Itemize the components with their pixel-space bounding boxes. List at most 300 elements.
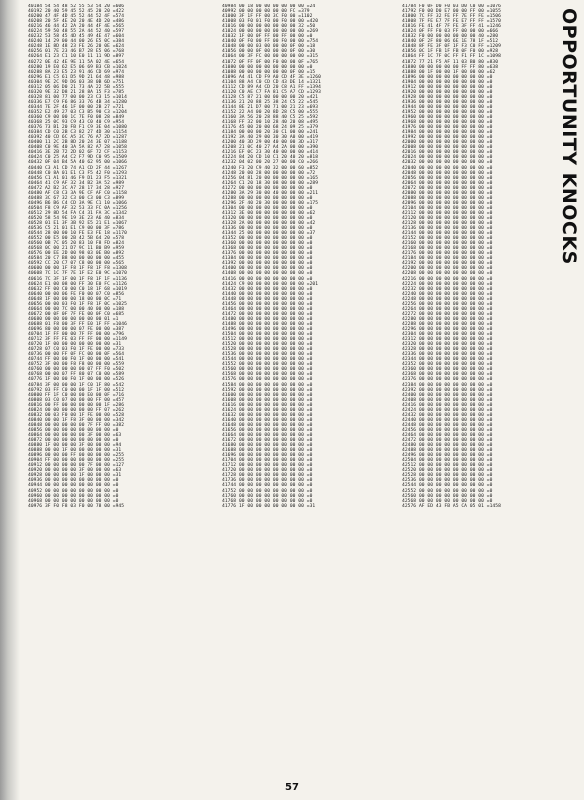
- listing-line: 41304 00 00 00 00 00 00 00 00 =0: [222, 205, 313, 211]
- listing-line: 41808 7F FE E7 7F FE E7 FF FF =1570: [402, 19, 501, 25]
- listing-line: 41600 00 00 00 00 00 00 00 00 =0: [222, 392, 313, 398]
- listing-line: 41632 00 00 00 00 00 00 00 00 =0: [222, 412, 313, 418]
- listing-line: 40248 1E 8D 48 23 FE 26 20 0E =624: [28, 44, 125, 50]
- listing-line: 40920 00 00 00 00 3F 00 00 00 =63: [28, 468, 122, 474]
- listing-line: 40752 3F 00 00 F8 F8 00 00 00 =559: [28, 362, 125, 368]
- listing-line: 42256 00 00 00 00 00 00 00 00 =0: [402, 301, 493, 307]
- listing-line: 41984 00 00 00 00 00 00 00 00 =0: [402, 130, 493, 136]
- listing-line: 40656 00 00 03 F0 1F F8 1F 0C =1025: [28, 301, 127, 307]
- listing-line: 41072 0F FF 0F 00 F0 00 00 0F =765: [222, 59, 319, 65]
- listing-line: 41064 00 3F FC 00 00 00 00 00 =315: [222, 54, 319, 60]
- hex-listing-column-3: [402, 4, 558, 778]
- listing-line: 41656 00 00 00 00 00 00 00 00 =0: [222, 427, 313, 433]
- listing-line: 40448 C0 8A 01 E1 C3 F5 42 F0 =1293: [28, 170, 127, 176]
- listing-line: 40880 1F 00 00 00 3F 00 00 00 =94: [28, 443, 122, 449]
- listing-line: 41424 C9 00 00 00 00 00 00 00 =201: [222, 281, 319, 287]
- listing-line: 42480 00 00 00 00 00 00 00 00 =0: [402, 443, 493, 449]
- listing-line: 40296 E1 C5 61 D5 9D 21 64 48 =988: [28, 74, 125, 80]
- listing-line: 41088 00 00 00 00 00 00 0F 00 =15: [222, 69, 316, 75]
- listing-line: 42464 00 00 00 00 00 00 00 00 =0: [402, 432, 493, 438]
- listing-line: 40872 00 00 00 00 00 00 00 00 =0: [28, 438, 119, 444]
- listing-line: 42408 00 00 00 00 00 00 00 00 =0: [402, 397, 493, 403]
- listing-line: 41320 00 00 00 00 00 00 00 00 =0: [222, 215, 313, 221]
- listing-line: 41080 00 00 00 00 00 00 00 00 =0: [222, 64, 313, 70]
- listing-line: 42088 00 00 00 00 00 00 00 00 =0: [402, 195, 493, 201]
- listing-line: 40280 19 E0 62 E5 06 69 B3 CB =1024: [28, 64, 127, 70]
- listing-line: 41448 00 00 00 00 00 00 00 00 =0: [222, 296, 313, 302]
- listing-line: 40648 1F 00 00 00 18 00 00 0C =71: [28, 296, 122, 302]
- listing-line: 40560 0B 7C 05 20 83 10 F8 FD =824: [28, 241, 125, 247]
- listing-line: 41816 FE 41 4F 7F FE 3F FF 41 =1246: [402, 24, 501, 30]
- listing-line: 40320 9E 32 D8 21 28 8A 15 F3 =785: [28, 89, 125, 95]
- listing-line: 41824 0F FF F0 03 FF 00 00 00 =666: [402, 29, 499, 35]
- listing-line: 41104 88 A4 C0 CD CD 43 DE 14 =1321: [222, 79, 321, 85]
- listing-line: 40784 3F 00 00 00 1F C0 1F 80 =542: [28, 382, 125, 388]
- listing-line: 42240 00 00 00 00 00 00 00 00 =0: [402, 291, 493, 297]
- listing-line: 41336 00 00 00 00 00 00 00 00 =0: [222, 226, 313, 232]
- listing-line: 40360 C9 00 00 1C 7E F0 08 28 =849: [28, 115, 125, 121]
- listing-line: 40936 00 00 00 00 00 00 00 00 =0: [28, 478, 119, 484]
- listing-line: 41952 00 00 00 00 00 00 00 00 =0: [402, 109, 493, 115]
- listing-line: 41720 00 00 00 00 00 00 00 00 =0: [222, 468, 313, 474]
- listing-line: 42336 00 00 00 00 00 00 00 00 =0: [402, 352, 493, 358]
- listing-line: 40944 00 00 00 00 00 00 00 00 =0: [28, 483, 119, 489]
- listing-line: 42048 00 00 00 00 00 00 00 00 =0: [402, 170, 493, 176]
- listing-line: 41512 00 00 00 00 00 00 00 00 =0: [222, 337, 313, 343]
- listing-line: 40528 01 E1 3F 3B 92 E5 21 E1 =1067: [28, 221, 127, 227]
- listing-line: 41032 1F 00 0F FF 00 FF 00 00 =0: [222, 34, 313, 40]
- listing-line: 40984 00 18 00 00 00 00 00 00 =24: [222, 4, 316, 9]
- listing-line: 41968 00 00 00 00 00 00 00 00 =0: [402, 120, 493, 126]
- listing-line: 41480 00 00 00 00 00 00 00 00 =0: [222, 316, 313, 322]
- listing-line: 40224 59 50 48 55 2A 44 52 40 =597: [28, 29, 125, 35]
- running-title-text: OPPORTUNITY KNOCKS: [558, 8, 580, 265]
- listing-line: 41384 00 00 00 00 00 00 00 00 =0: [222, 256, 313, 262]
- listing-line: 41288 00 00 00 00 00 00 00 00 =0: [222, 195, 313, 201]
- listing-line: 41536 00 00 00 00 00 00 00 00 =0: [222, 352, 313, 358]
- listing-line: 40608 7C 1C 7F 7E 1F E2 E0 9C =1070: [28, 271, 127, 277]
- listing-line: 42264 00 00 00 00 00 00 00 00 =0: [402, 306, 493, 312]
- listing-line: 41184 00 00 00 20 30 C1 00 00 =241: [222, 130, 319, 136]
- listing-line: 41392 00 00 00 00 00 00 00 00 =0: [222, 261, 313, 267]
- listing-line: 41992 00 00 00 00 00 00 00 00 =0: [402, 135, 493, 141]
- listing-line: 41128 C5 87 21 00 00 00 00 20 =421: [222, 94, 319, 100]
- listing-line: 41368 00 00 00 00 00 00 00 00 =0: [222, 246, 313, 252]
- listing-line: 40192 20 40 59 45 52 45 20 20 =422: [28, 9, 125, 15]
- listing-line: 40400 11 2C 2B 8D 20 24 3E 07 =1188: [28, 140, 127, 146]
- listing-line: 42000 00 00 00 00 00 00 00 00 =0: [402, 140, 493, 146]
- listing-line: 41528 00 00 00 00 00 00 00 00 =0: [222, 347, 313, 353]
- listing-line: 40776 1F 00 00 F0 1F 00 00 00 =526: [28, 377, 125, 383]
- listing-line: 40696 80 00 00 00 07 FE 00 00 =387: [28, 327, 125, 332]
- listing-line: 40832 00 03 F0 00 1F FE 00 00 =528: [28, 412, 125, 418]
- listing-line: 41360 00 00 00 00 00 00 00 00 =0: [222, 241, 313, 247]
- listing-line: 40304 9E 2C 9D D6 03 38 0B 6D =751: [28, 79, 125, 85]
- listing-line: 40472 A2 B2 3C A7 28 17 34 28 =927: [28, 185, 125, 191]
- listing-line: 42136 00 00 00 00 00 00 00 00 =0: [402, 226, 493, 232]
- listing-line: 41664 00 00 00 00 00 00 00 00 =0: [222, 432, 313, 438]
- listing-line: 41648 00 00 00 00 00 00 00 00 =0: [222, 422, 313, 428]
- listing-line: 41832 F0 00 00 00 00 00 00 40 =280: [402, 34, 499, 40]
- listing-line: 42456 00 00 00 00 00 00 00 00 =0: [402, 427, 493, 433]
- running-title: [558, 8, 580, 308]
- listing-line: 42400 00 00 00 00 00 00 00 00 =0: [402, 392, 493, 398]
- listing-line: 42392 00 00 00 00 00 00 00 00 =0: [402, 387, 493, 393]
- listing-line: 42056 00 00 00 00 00 00 00 00 =0: [402, 175, 493, 181]
- listing-line: 41944 00 00 00 00 00 00 00 00 =0: [402, 104, 493, 110]
- listing-line: 41312 3E 00 00 00 00 00 00 00 =62: [222, 210, 316, 216]
- listing-line: 40200 47 4F 4D 45 52 44 52 4F =574: [28, 14, 125, 20]
- listing-line: 40840 00 00 1F F8 3F 00 00 00 =342: [28, 417, 125, 423]
- listing-line: 40856 00 00 00 00 00 00 00 00 =0: [28, 427, 119, 433]
- listing-line: 41592 00 00 00 00 00 00 00 00 =0: [222, 387, 313, 393]
- listing-line: 41496 00 00 00 00 00 00 00 00 =0: [222, 327, 313, 332]
- listing-line: 42376 00 00 00 00 00 00 00 00 =0: [402, 377, 493, 383]
- listing-line: 42496 00 00 00 00 00 00 00 00 =0: [402, 453, 493, 459]
- listing-line: 40824 00 00 00 00 00 00 FF 07 =262: [28, 407, 125, 413]
- page-number: 57: [285, 782, 299, 793]
- listing-line: 41024 00 00 00 00 00 00 00 00 =269: [222, 29, 319, 35]
- listing-line: 42512 00 00 00 00 00 00 00 00 =0: [402, 463, 493, 469]
- listing-line: 41768 00 00 00 00 00 00 00 00 =0: [222, 498, 313, 504]
- listing-line: 42184 00 00 00 00 00 00 00 00 =0: [402, 256, 493, 262]
- listing-line: 40904 FF 00 00 00 00 00 00 00 =255: [28, 458, 125, 464]
- listing-line: 41712 00 00 00 00 00 00 00 00 =0: [222, 463, 313, 469]
- listing-line: 40240 14 29 00 44 00 26 E5 0C =384: [28, 39, 125, 45]
- listing-line: 40760 00 00 00 00 00 07 FF F0 =502: [28, 367, 125, 373]
- listing-line: 40440 C3 A1 CD 74 A1 CD 2F 44 =1267: [28, 165, 127, 171]
- listing-line: 40680 00 00 00 00 00 00 00 01 =1: [28, 316, 119, 322]
- listing-line: 42296 00 00 00 00 00 00 00 00 =0: [402, 327, 493, 332]
- listing-line: 40576 00 EE 2D 00 98 03 0E B0 =892: [28, 251, 125, 257]
- listing-line: 41576 00 00 00 00 00 00 00 00 =0: [222, 377, 313, 383]
- listing-line: 40464 41 C9 AF 32 34 B2 3A 52 =989: [28, 180, 125, 186]
- listing-line: 40720 1F 00 00 00 00 00 00 00 =31: [28, 342, 122, 348]
- listing-line: 40512 29 8D 54 FA C4 31 FA 3C =1342: [28, 210, 127, 216]
- listing-line: 40952 00 00 00 00 00 00 00 00 =0: [28, 488, 119, 494]
- listing-line: 40672 00 0F 0F 7F FE 00 0F C0 =685: [28, 311, 125, 317]
- listing-line: 42152 00 00 00 00 00 00 00 00 =0: [402, 236, 493, 242]
- listing-line: 41200 40 3D 29 00 40 00 00 3D =317: [222, 140, 319, 146]
- listing-line: 42440 00 00 00 00 00 00 00 00 =0: [402, 417, 493, 423]
- listing-line: 41192 3A 40 29 00 30 30 A0 00 =419: [222, 135, 319, 141]
- listing-line: 41928 00 00 00 00 00 00 00 00 =0: [402, 94, 493, 100]
- listing-line: 41112 CD 89 A4 CD 20 C8 A1 FF =1394: [222, 84, 321, 90]
- listing-line: 41472 00 00 00 00 00 00 00 00 =0: [222, 311, 313, 317]
- listing-line: 41680 00 00 00 00 00 00 00 00 =0: [222, 443, 313, 449]
- listing-line: 42568 00 00 00 00 00 00 00 00 =0: [402, 498, 493, 504]
- listing-line: 40288 8A 23 E5 23 91 46 CD 69 =974: [28, 69, 125, 75]
- listing-line: 41560 00 00 00 00 00 00 00 00 =0: [222, 367, 313, 373]
- listing-line: 42312 00 00 00 00 00 00 00 00 =0: [402, 337, 493, 343]
- listing-line: 41784 F0 0F D0 F0 03 D0 C0 00 =1076: [402, 4, 501, 9]
- listing-line: 41488 00 00 00 00 00 00 00 00 =0: [222, 321, 313, 327]
- listing-line: 41440 00 00 00 00 00 00 00 00 =0: [222, 291, 313, 297]
- listing-line: 40376 73 B1 20 FB F1 C9 3E 04 =1080: [28, 125, 127, 131]
- listing-line: 40744 FF 00 00 F0 1F 00 00 00 =541: [28, 357, 125, 363]
- listing-line: 41736 00 00 00 00 00 00 00 00 =0: [222, 478, 313, 484]
- listing-line: 41008 03 F0 01 F0 00 F0 00 00 =420: [222, 19, 319, 25]
- listing-line: 40896 00 00 00 FF 00 00 00 00 =255: [28, 453, 125, 459]
- listing-line: 40728 07 C0 03 F0 1F FE 00 00 =733: [28, 347, 125, 353]
- listing-line: 40272 0E 42 4E 9E 11 5A 02 4E =654: [28, 59, 125, 65]
- listing-line: 40888 00 00 1F 00 00 00 00 00 =31: [28, 448, 122, 454]
- listing-line: 41776 1F 00 00 00 00 00 00 00 =31: [222, 503, 316, 509]
- listing-line: 40368 25 0C 93 C9 43 C0 40 C9 =954: [28, 120, 125, 126]
- listing-line: 40456 C1 A1 01 46 F9 D1 23 F5 =1321: [28, 175, 127, 181]
- listing-line: 42160 00 00 00 00 00 00 00 00 =0: [402, 241, 493, 247]
- listing-line: 42552 00 00 00 00 00 00 00 00 =0: [402, 488, 493, 494]
- listing-line: 40408 C0 9E 40 3A 5A 82 A7 28 =1058: [28, 145, 127, 151]
- listing-line: 41624 00 00 00 00 00 00 00 00 =0: [222, 407, 313, 413]
- listing-line: 40384 CD C0 2B C3 82 27 4D 30 =1154: [28, 130, 127, 136]
- listing-line: 42416 00 00 00 00 00 00 00 00 =0: [402, 402, 493, 408]
- listing-line: 41552 00 00 00 00 00 00 00 00 =0: [222, 362, 313, 368]
- listing-line: 40736 00 00 FF 0F FC 00 00 0F =564: [28, 352, 125, 358]
- listing-line: 42304 00 00 00 00 00 00 00 00 =0: [402, 332, 493, 338]
- listing-line: 42488 00 00 00 00 00 00 00 00 =0: [402, 448, 493, 454]
- listing-line: 41936 00 00 00 00 00 00 00 00 =0: [402, 99, 493, 105]
- listing-line: 41608 00 00 00 00 00 00 00 00 =0: [222, 397, 313, 403]
- listing-line: 42472 00 00 00 00 00 00 00 00 =0: [402, 438, 493, 444]
- listing-line: 41464 00 00 00 00 00 00 00 00 =0: [222, 306, 313, 312]
- listing-line: 42368 00 00 00 00 00 00 00 00 =0: [402, 372, 493, 378]
- listing-line: 42320 00 00 00 00 00 00 00 00 =0: [402, 342, 493, 348]
- listing-line: 41344 25 00 00 00 00 00 00 00 =37: [222, 231, 316, 237]
- listing-line: 41296 2F 40 20 30 00 00 00 00 =175: [222, 200, 319, 206]
- listing-line: 40328 81 00 77 00 00 23 C3 15 =1014: [28, 94, 127, 100]
- listing-line: 42504 00 00 00 00 00 00 00 00 =0: [402, 458, 493, 464]
- listing-line: 42536 00 00 00 00 00 00 00 00 =0: [402, 478, 493, 484]
- listing-line: 40960 00 00 00 00 00 00 00 00 =0: [28, 493, 119, 499]
- listing-line: 41800 7C FF 32 FE FF 7E FF FE =1506: [402, 14, 501, 20]
- listing-line: 41864 FF 1C 7F 0C FF F1 FF 1C =1098: [402, 54, 501, 60]
- listing-line: 41272 00 00 00 00 00 00 00 00 =0: [222, 185, 313, 191]
- listing-line: 40864 00 00 00 00 00 3F 00 00 =63: [28, 432, 122, 438]
- listing-line: 41728 00 00 00 00 00 00 00 00 =0: [222, 473, 313, 479]
- listing-line: 42328 00 00 00 00 00 00 00 00 =0: [402, 347, 493, 353]
- listing-line: 40424 C0 25 A4 C2 F7 9D C0 95 =1509: [28, 155, 127, 161]
- listing-line: 41888 00 1F 00 00 1F 00 00 00 =62: [402, 69, 496, 75]
- listing-line: 42448 00 00 00 00 00 00 00 00 =0: [402, 422, 493, 428]
- listing-line: 42344 00 00 00 00 00 00 00 00 =0: [402, 357, 493, 363]
- listing-line: 40848 00 00 00 00 00 7F FF 00 =382: [28, 422, 125, 428]
- listing-line: 40336 E7 C9 F6 86 33 76 4B 34 =1280: [28, 99, 127, 105]
- listing-line: 41136 21 20 88 25 38 24 C5 22 =545: [222, 99, 319, 105]
- listing-line: 40344 7E 2F 46 1F 00 00 2B 27 =721: [28, 104, 125, 110]
- listing-line: 40232 53 58 45 4D 45 49 4E 47 =604: [28, 34, 125, 40]
- listing-line: 41152 22 A4 00 20 8D 28 C5 00 =555: [222, 109, 319, 115]
- listing-line: 40520 58 54 9E 19 3E 23 A6 40 =834: [28, 215, 125, 221]
- listing-line: 40800 FF 1F C0 00 00 E0 00 0F =716: [28, 392, 125, 398]
- listing-line: 40504 F8 C9 AF 32 53 33 FC 0A =1256: [28, 205, 127, 211]
- listing-line: 42520 00 00 00 00 00 00 00 00 =0: [402, 468, 493, 474]
- listing-line: 41792 F0 00 D0 E7 00 00 FF 00 =1055: [402, 9, 501, 15]
- listing-line: 40928 00 00 00 00 1F 00 00 00 =31: [28, 473, 122, 479]
- listing-line: 42232 00 00 00 00 00 00 00 00 =0: [402, 286, 493, 292]
- listing-line: 42424 00 00 00 00 00 00 00 00 =0: [402, 407, 493, 413]
- listing-line: 41232 04 02 00 20 27 00 00 C0 =266: [222, 160, 319, 166]
- listing-line: 40584 20 C7 B8 00 00 00 00 00 =455: [28, 256, 125, 262]
- listing-line: 41416 00 00 00 00 00 00 00 00 =0: [222, 276, 313, 282]
- listing-line: 41400 00 00 00 00 00 00 00 00 =0: [222, 266, 313, 272]
- listing-line: 41096 A4 41 CD F9 A0 CD 4F 3E =1260: [222, 74, 321, 80]
- listing-line: 40624 E1 00 08 00 FF 30 E0 FC =1126: [28, 281, 127, 287]
- listing-line: 42096 00 00 00 00 00 00 00 00 =0: [402, 200, 493, 206]
- listing-line: 40432 0F 04 B4 5A 40 62 95 00 =1066: [28, 160, 127, 166]
- listing-line: 40600 00 00 1F F8 1F F8 1F F8 =1308: [28, 266, 127, 272]
- listing-line: 41744 00 00 00 00 00 00 00 00 =0: [222, 483, 313, 489]
- listing-line: 41616 00 00 00 00 00 00 00 00 =0: [222, 402, 313, 408]
- listing-line: 41904 00 00 00 00 00 00 00 00 =0: [402, 79, 493, 85]
- listing-line: 41000 3F 1F FF 00 3C F0 00 =1102: [222, 14, 313, 20]
- listing-line: 42432 00 00 00 00 00 00 00 00 =0: [402, 412, 493, 418]
- listing-line: 40496 B6 B6 C4 CD 3A 9E C1 10 =1066: [28, 200, 127, 206]
- listing-line: 40552 00 E5 00 2B 42 5B 64 20 =578: [28, 236, 125, 242]
- listing-line: 42016 00 00 00 00 00 00 00 00 =0: [402, 150, 493, 156]
- listing-line: 40488 3C 67 32 C3 00 C3 00 C3 =899: [28, 195, 125, 201]
- listing-line: 40976 3F F0 F8 03 F0 00 78 00 =945: [28, 503, 125, 509]
- listing-line: 42112 00 00 00 00 00 00 00 00 =0: [402, 210, 493, 216]
- listing-line: 42560 00 00 00 00 00 00 00 00 =0: [402, 493, 493, 499]
- listing-line: 42288 00 00 00 00 00 00 00 00 =0: [402, 321, 493, 327]
- listing-line: 42384 00 00 00 00 00 00 00 00 =0: [402, 382, 493, 388]
- listing-line: 40544 28 00 00 10 FE E3 FE 18 =1170: [28, 231, 127, 237]
- listing-line: 42208 00 00 00 00 00 00 00 00 =0: [402, 271, 493, 277]
- listing-line: 41456 00 00 00 00 00 00 00 00 =0: [222, 301, 313, 307]
- listing-line: 40912 00 00 00 00 00 7F 00 00 =127: [28, 463, 125, 469]
- listing-line: 40632 FF 00 C0 00 C0 18 1F 68 =1019: [28, 286, 127, 292]
- listing-line: 41640 00 00 00 00 00 00 00 00 =0: [222, 417, 313, 423]
- listing-line: 40688 01 F8 00 3F FF E0 1F FF =1046: [28, 321, 127, 327]
- listing-line: 42032 00 00 00 00 00 00 00 00 =0: [402, 160, 493, 166]
- listing-line: 40392 40 CD 6C A5 3C 76 A7 2D =1287: [28, 135, 127, 141]
- listing-line: 40592 CC 20 C7 07 C8 00 00 00 =565: [28, 261, 125, 267]
- listing-line: 41568 00 00 00 00 00 00 00 00 =0: [222, 372, 313, 378]
- listing-line: 41880 00 00 00 00 00 FF FF 80 =638: [402, 64, 499, 70]
- listing-line: 42576 AF ED 43 FB A5 CA 05 01 =1458: [402, 503, 501, 509]
- listing-line: 41912 00 00 00 00 00 00 00 00 =0: [402, 84, 493, 90]
- listing-line: 40712 3F FF FE 03 FF FF 00 00 =1149: [28, 337, 127, 343]
- listing-line: 41704 00 00 00 00 00 00 00 00 =0: [222, 458, 313, 464]
- listing-line: 40184 54 54 48 52 55 53 54 20 =606: [28, 4, 125, 9]
- listing-line: 40480 AF C8 C3 3A 9E CF AF C0 =1158: [28, 190, 127, 196]
- listing-line: 41856 0C 1F FB 1F FB 0F F0 00 =928: [402, 49, 499, 55]
- listing-line: 41848 8F FE 3F 0F 1F F3 C0 FF =1209: [402, 44, 501, 50]
- listing-line: 42072 00 00 00 00 00 00 00 00 =0: [402, 185, 493, 191]
- listing-line: 41160 3A 56 20 28 88 40 C5 25 =592: [222, 115, 319, 121]
- listing-line: 40536 C5 21 01 E1 C9 00 00 3F =786: [28, 226, 125, 232]
- listing-line: 40352 E2 49 27 03 C3 B5 90 C3 =1204: [28, 109, 127, 115]
- listing-line: 42168 00 00 00 00 00 00 00 00 =0: [402, 246, 493, 252]
- listing-line: 42200 00 00 00 00 00 00 00 00 =0: [402, 266, 493, 272]
- listing-line: 41840 0F 2F 80 06 6E 1E 78 1F =512: [402, 39, 499, 45]
- listing-line: 41040 0F F0 00 FF 00 F0 00 00 =754: [222, 39, 319, 45]
- listing-line: 41696 00 00 00 00 00 00 00 00 =0: [222, 453, 313, 459]
- listing-line: 42144 00 00 00 00 00 00 00 00 =0: [402, 231, 493, 237]
- listing-line: 42544 00 00 00 00 00 00 00 00 =0: [402, 483, 493, 489]
- listing-line: 41328 2A 00 00 00 00 00 00 00 =42: [222, 221, 316, 227]
- listing-line: 42216 00 00 00 00 00 00 00 00 =0: [402, 276, 493, 282]
- listing-line: 41920 00 00 00 00 00 00 00 00 =0: [402, 89, 493, 95]
- listing-line: 41048 00 00 03 00 00 00 0F 00 =18: [222, 44, 316, 50]
- listing-line: 41760 00 00 00 00 00 00 00 00 =0: [222, 493, 313, 499]
- listing-line: 41544 00 00 00 00 00 00 00 00 =0: [222, 357, 313, 363]
- listing-line: 40792 03 FF C0 00 00 1F 1F 00 =512: [28, 387, 125, 393]
- listing-line: 41584 00 00 00 00 00 00 00 00 =0: [222, 382, 313, 388]
- listing-line: 41176 45 00 20 00 68 24 09 25 =379: [222, 125, 319, 131]
- listing-line: 40312 05 06 D0 21 73 4A 22 5B =555: [28, 84, 125, 90]
- listing-line: 40704 1F FF 00 00 7F FF 00 00 =796: [28, 332, 125, 338]
- listing-line: 41240 F3 20 C9 40 32 00 00 60 =852: [222, 165, 319, 171]
- listing-line: 41248 20 00 28 00 00 00 00 00 =72: [222, 170, 316, 176]
- listing-line: 40968 00 00 00 00 00 00 00 00 =0: [28, 498, 119, 504]
- listing-line: 41120 C0 AE C7 FA 81 C5 A7 CD =1293: [222, 89, 321, 95]
- listing-line: 42192 00 00 00 00 00 00 00 00 =0: [402, 261, 493, 267]
- listing-line: 41408 00 00 00 00 00 00 00 00 =0: [222, 271, 313, 277]
- listing-line: 40992 00 00 00 00 00 00 FC =379: [222, 9, 310, 15]
- listing-line: 41520 00 00 00 00 00 00 00 00 =0: [222, 342, 313, 348]
- listing-line: 40616 7C 3F 1F 00 1F F8 1F 1F =1136: [28, 276, 127, 282]
- scan-edge-shadow: [0, 0, 20, 800]
- listing-line: 40768 00 00 07 FF 80 07 C0 00 =589: [28, 372, 125, 378]
- listing-line: 41352 00 00 00 00 00 00 00 00 =0: [222, 236, 313, 242]
- listing-line: 42128 00 00 00 00 00 00 00 00 =0: [402, 221, 493, 227]
- hex-listing-column-1: [28, 4, 208, 778]
- listing-line: 40208 20 5F 4E 20 20 4E 4D 20 =486: [28, 19, 125, 25]
- listing-line: 41208 21 0C 40 27 A4 2A 00 00 =390: [222, 145, 319, 151]
- listing-line: 40216 46 44 42 2A 20 44 4F 4E =565: [28, 24, 125, 30]
- hex-listing-column-2: [222, 4, 402, 778]
- listing-line: 41144 8E 21 D7 00 71 00 21 23 =693: [222, 104, 319, 110]
- listing-line: 42248 00 00 00 00 00 00 00 00 =0: [402, 296, 493, 302]
- listing-line: 42280 00 00 00 00 00 00 00 00 =0: [402, 316, 493, 322]
- listing-line: 40664 00 00 7C 00 00 40 00 00 =188: [28, 306, 125, 312]
- listing-line: 42528 00 00 00 00 00 00 00 00 =0: [402, 473, 493, 479]
- listing-line: 41280 3A 29 30 00 40 00 00 00 =211: [222, 190, 319, 196]
- listing-line: 41016 00 00 00 00 00 00 00 32 =50: [222, 24, 316, 30]
- listing-line: 41224 84 20 CD 10 C1 20 40 20 =818: [222, 155, 319, 161]
- listing-line: 42352 00 00 00 00 00 00 00 00 =0: [402, 362, 493, 368]
- listing-line: 41264 C1 20 18 30 08 00 00 00 =289: [222, 180, 319, 186]
- listing-line: 42104 00 00 00 00 00 00 00 00 =0: [402, 205, 493, 211]
- listing-line: 42064 00 00 00 00 00 00 00 00 =0: [402, 180, 493, 186]
- listing-line: 40808 03 C0 07 00 00 00 FF 00 =457: [28, 397, 125, 403]
- listing-line: 41752 00 00 00 00 00 00 00 00 =0: [222, 488, 313, 494]
- listing-line: 42040 00 00 00 00 00 00 00 00 =0: [402, 165, 493, 171]
- listing-line: 41672 00 00 00 00 00 00 00 00 =0: [222, 438, 313, 444]
- listing-line: 40816 00 FF 00 00 00 00 00 1F =286: [28, 402, 125, 408]
- listing-line: 41872 77 21 F5 AF 11 03 B0 80 =830: [402, 59, 499, 65]
- listing-line: 42272 00 00 00 00 00 00 00 00 =0: [402, 311, 493, 317]
- listing-line: 41688 00 00 00 00 00 00 00 00 =0: [222, 448, 313, 454]
- listing-line: 41960 00 00 00 00 00 00 00 00 =0: [402, 115, 493, 121]
- listing-line: 40264 E1 23 C1 10 E0 11 11 9D =897: [28, 54, 125, 60]
- listing-line: 40416 3E 2B 72 2D 02 6F 72 CF =1153: [28, 150, 127, 156]
- listing-line: 41256 04 81 20 00 00 00 00 00 =165: [222, 175, 319, 181]
- listing-line: 42120 00 00 00 00 00 00 00 00 =0: [402, 215, 493, 221]
- listing-line: 40640 00 00 06 FE F0 00 07 C0 =856: [28, 291, 125, 297]
- listing-line: 41432 00 00 00 00 00 00 00 00 =0: [222, 286, 313, 292]
- listing-line: 42360 00 00 00 00 00 00 00 00 =0: [402, 367, 493, 373]
- listing-line: 40256 01 7E 23 46 B7 28 E5 06 =768: [28, 49, 125, 55]
- listing-line: 40568 0C 00 21 D7 9C 11 B0 B9 =959: [28, 246, 125, 252]
- listing-line: 42176 00 00 00 00 00 00 00 00 =0: [402, 251, 493, 257]
- listing-line: 41504 00 00 00 00 00 00 00 00 =0: [222, 332, 313, 338]
- listing-line: 42224 00 00 00 00 00 00 00 00 =0: [402, 281, 493, 287]
- listing-line: 41168 FF 32 00 10 28 40 20 08 =495: [222, 120, 319, 126]
- listing-line: 41896 00 00 00 00 00 00 00 00 =0: [402, 74, 493, 80]
